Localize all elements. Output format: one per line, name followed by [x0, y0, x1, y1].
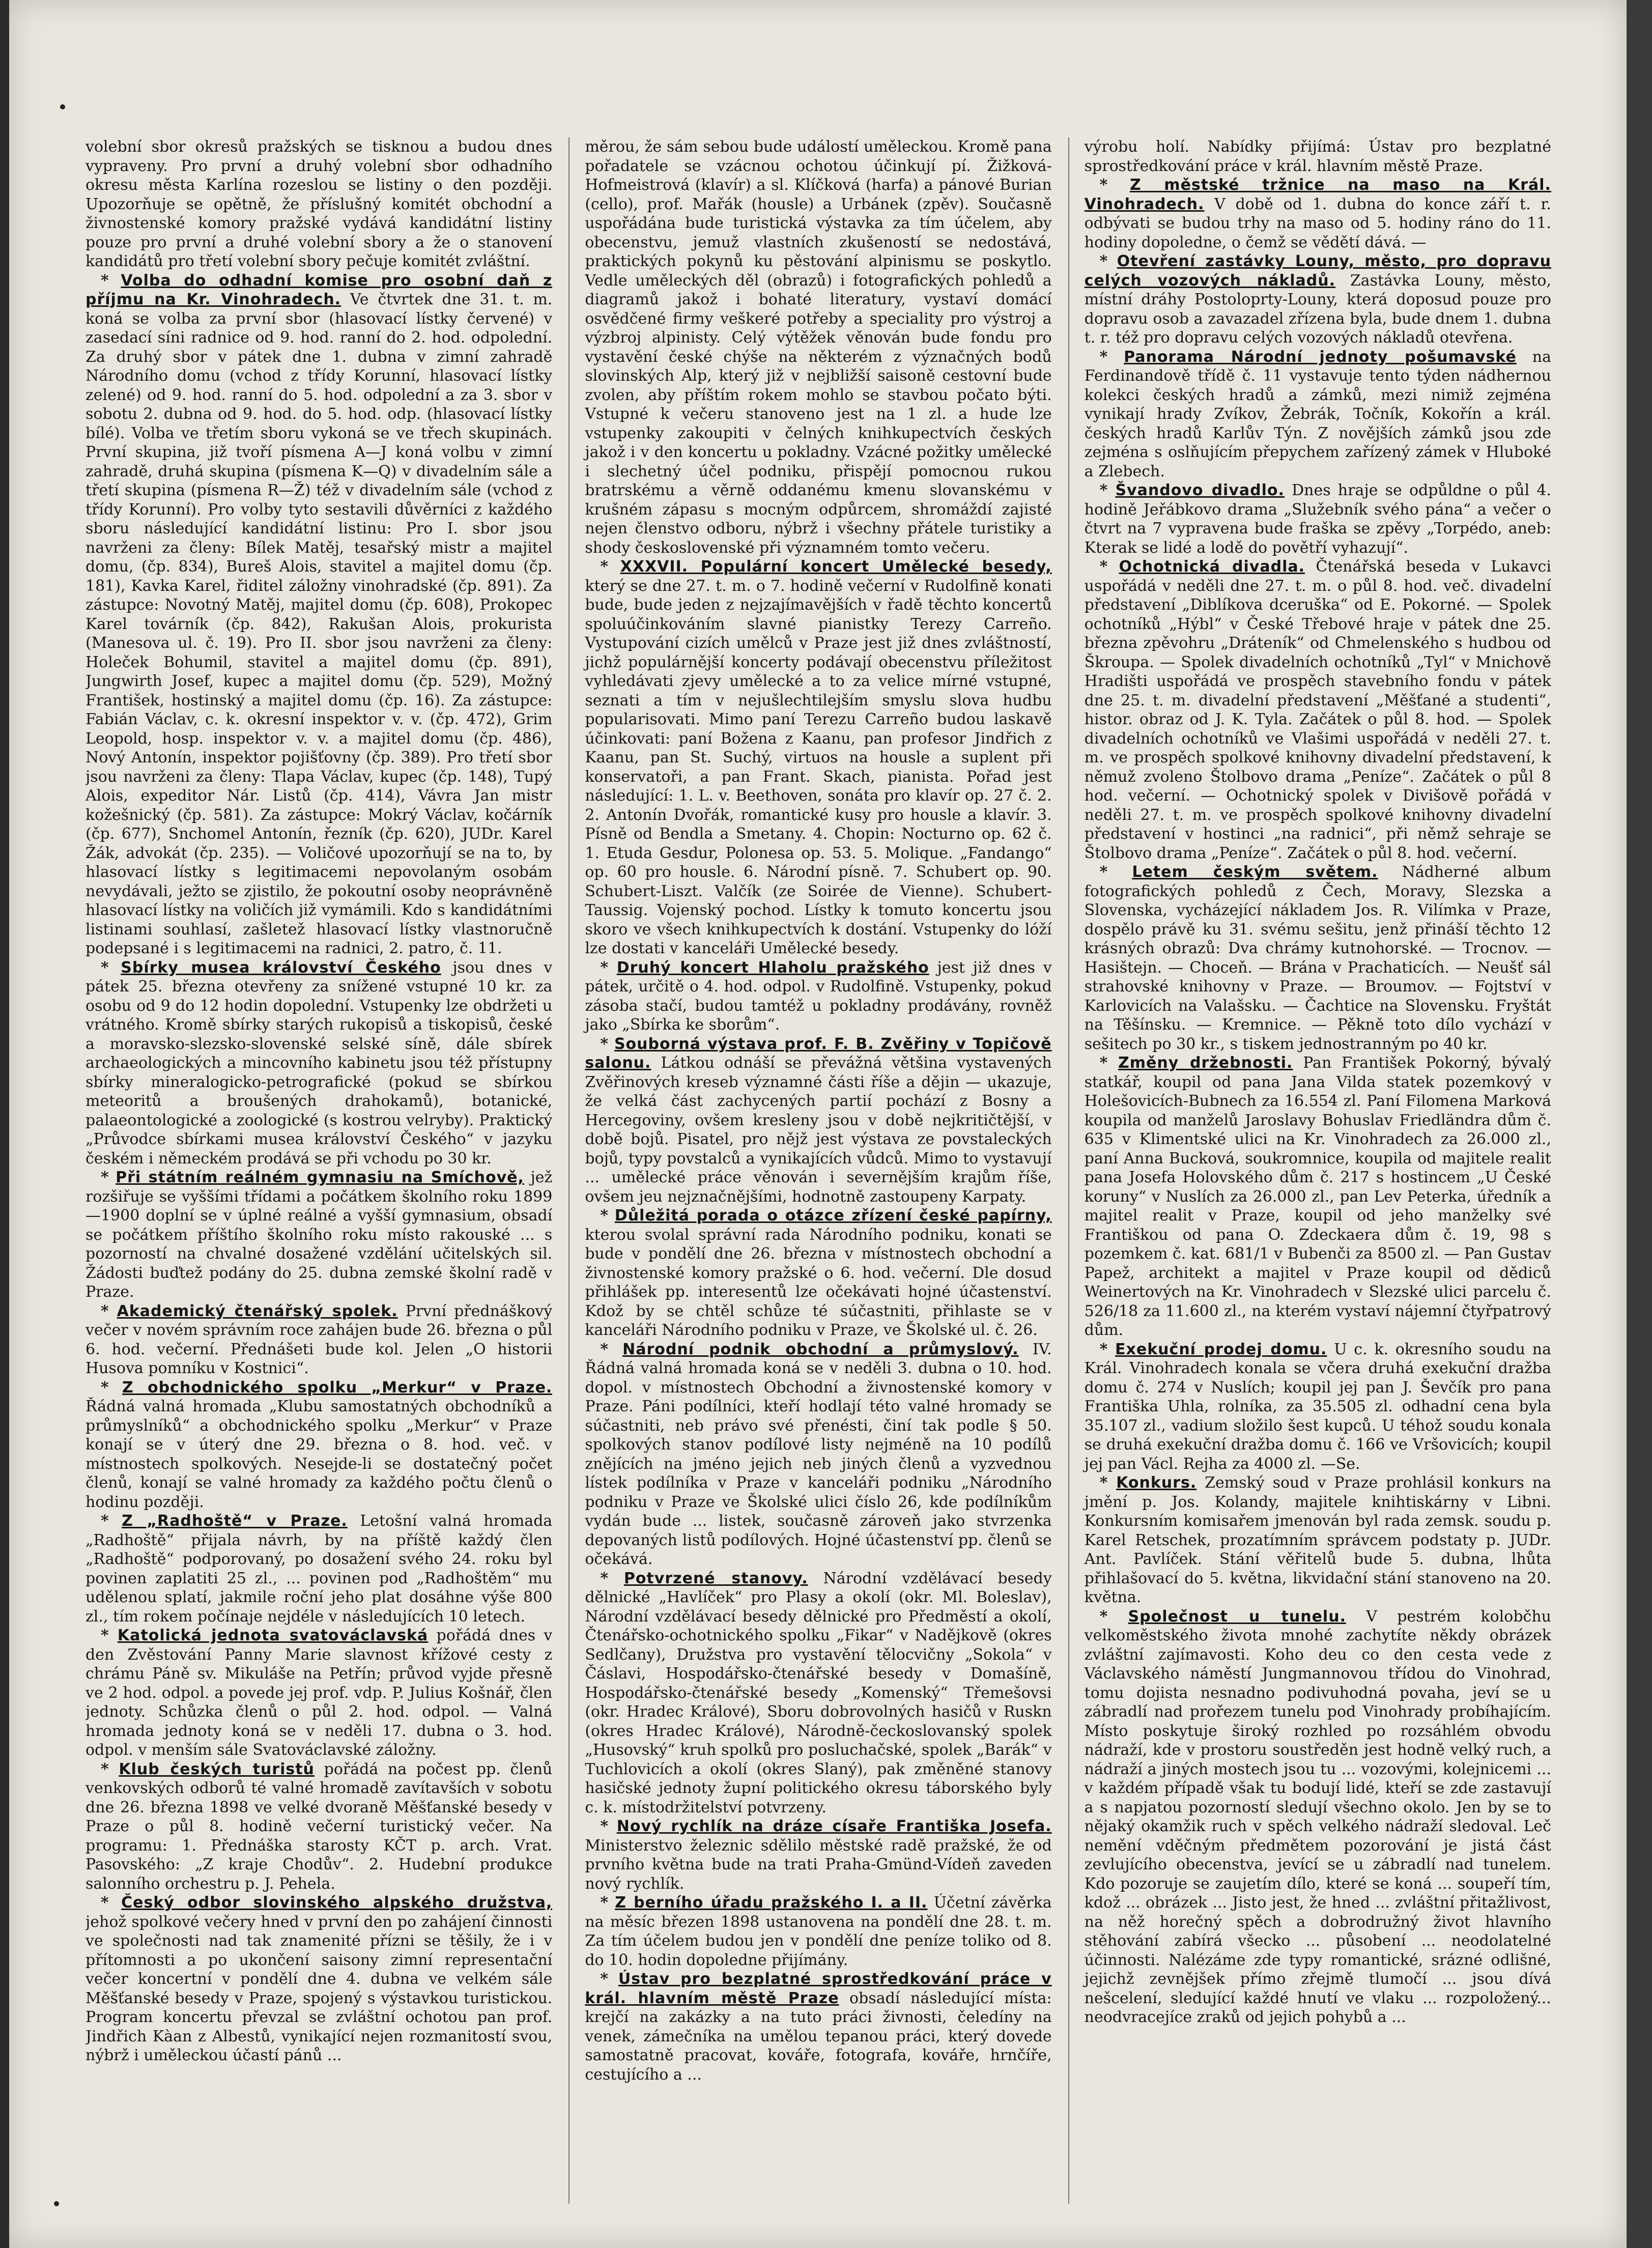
article-paragraph	[1085, 481, 1551, 557]
ink-speck	[54, 2201, 59, 2206]
article-body: Národní vzdělávací besedy dělnické „Havlíček“ pro Plasy a okolí (okr. Ml. Boleslav), Národní vzdělávací besedy dělnické pro Předměstí a okolí, Čtenářsko-ochotnického spolku „Fikar“ v Nadějkově (okres Sedlčany), Družstva pro vystavění tělocvičny „Sokola“ v Čáslavi, Hospodářsko-čtenářské besedy v Domašíně, Hospodářsko-čtenářské besedy „Komenský“ Třemešovsi (okr. Hradec Králové), Sboru dobrovolných hasičů v Ruskn (okres Hradec Králové), Národně-čeckoslovanský spolek „Husovský“ kruh spolků pro posluchačské, spolek „Barák“ v Tuchlovicích a okolí (okres Slaný), pak změněné stanovy hasičské jednoty župní politického okresu táborského byly c. k. místodržitelství potvrzeny.	[585, 1569, 1052, 1816]
article-headline: Exekuční prodej domu.	[1115, 1340, 1327, 1358]
article-headline: Z obchodnického spolku „Merkur“ v Praze.	[122, 1378, 553, 1397]
article-headline: Z berního úřadu pražského I. a II.	[615, 1894, 928, 1912]
ink-speck	[60, 104, 65, 109]
rubric-asterisk: *	[600, 558, 620, 576]
article-body: výrobu holí. Nabídky přijímá: Ústav pro bezplatné sprostředkování práce v král. hlavním městě Praze.	[1084, 138, 1551, 175]
rubric-asterisk: *	[600, 1569, 624, 1587]
article-body: Ve čtvrtek dne 31. t. m. koná se volba za první sbor (hlasovací lístky červené) v zasedací síni radnice od 9. hod. ranní do 2. hod. odpolední. Za druhý sbor v pátek dne 1. dubna v zimní zahradě Národního domu (vchod z třídy Korunní, hlasovací lístky zelené) od 9. hod. ranní do 5. hod. odpolední a za 3. sbor v sobotu 2. dubna od 9. hod. do 5. hod. odp. (hlasovací lístky bílé). Volba ve třetím sboru vykoná se ve třech skupinách. První skupina, již tvoří písmena A—J koná volbu v zimní zahradě, druhá skupina (písmena K—Q) v divadelním sále a třetí skupina (písmena R—Ž) též v divadelním sále (vchod z třídy Korunní). Pro volby tyto sestavili důvěrníci z každého sboru následující kandidátní listinu: Pro I. sbor jsou navrženi za členy: Bílek Matěj, tesařský mistr a majitel domu, (čp. 834), Bureš Alois, stavitel a majitel domu (čp. 181), Kavka Karel, řiditel záložny vinohradské (čp. 891). Za zástupce: Novotný Matěj, majitel domu (čp. 608), Prokopec Karel továrník (čp. 842), Rakušan Alois, prokurista (Manesova ul. č. 19). Pro II. sbor jsou navrženi za členy: Holeček Bohumil, stavitel a majitel domu (čp. 891), Jungwirth Josef, kupec a majitel domu (čp. 529), Možný František, hostinský a majitel domu (čp. 16). Za zástupce: Fabián Václav, c. k. okresní inspektor v. v. (čp. 472), Grim Leopold, hosp. inspektor v. v. a majitel domu (čp. 486), Nový Antonín, inspektor pojišťovny (čp. 389). Pro třetí sbor jsou navrženi za členy: Tlapa Václav, kupec (čp. 148), Tupý Alois, expeditor Nár. Listů (čp. 414), Vávra Jan mistr kožešnický (čp. 581). Za zástupce: Mokrý Václav, kočárník (čp. 677), Snchomel Antonín, řezník (čp. 620), JUDr. Karel Žák, advokát (čp. 235). — Voličové upozorňují se na to, by hlasovací lístky s legitimacemi nepovolaným osobám nevydávali, ježto se zjistilo, že pokoutní osoby neoprávněně hlasovací lístky na voličích již vymámili. Kdo s kandidátními listinami souhlasí, zašletež hlasovací lístky vlastnoručně podepsané i s legitimacemi na radnici, 2. patro, č. 11.	[86, 291, 553, 957]
rubric-asterisk: *	[1099, 1474, 1117, 1492]
article-paragraph	[1085, 176, 1551, 252]
column-1	[86, 137, 552, 2204]
rubric-asterisk: *	[101, 1627, 118, 1644]
rubric-asterisk: *	[101, 1894, 122, 1912]
article-paragraph	[86, 1378, 552, 1512]
article-body: Zastávka Louny, město, místní dráhy Postoloprty-Louny, která doposud pouze pro dopravu osob a zavazadel zřízena byla, bude dnem 1. dubna t. r. též pro dopravu celých vozových nákladů otevřena.	[1084, 271, 1551, 347]
article-paragraph	[1085, 557, 1551, 863]
rubric-asterisk: *	[101, 1302, 117, 1320]
rubric-asterisk: *	[1099, 1607, 1128, 1626]
article-body: Pan František Pokorný, bývalý statkář, koupil od pana Jana Vilda statek pozemkový v Holešovicích-Bubnech za 16.554 zl. Paní Filomena Marková koupila od manželů Jaroslavy Bohuslav Friedländra dům č. 635 v Klimentské ulici na Kr. Vinohradech za 26.000 zl., paní Anna Bucková, soukromnice, koupila od majitele realit pana Josefa Holovského dům č. 217 s hostincem „U České koruny“ v Nuslích za 26.000 zl., pan Lev Peterka, úředník a majitel realit v Praze, koupil od jeho manželky své Františkou od pana O. Zdeckaera dům č. 19, 98 s pozemkem č. kat. 681/1 v Bubenči za 8500 zl. — Pan Gustav Papež, architekt a majitel v Praze koupil od dědiců Weinertových na Kr. Vinohradech v Slezské ulici parcelu č. 526/18 za 11.600 zl., na kterém vystaví nájemní čtyřpatrový dům.	[1084, 1054, 1551, 1339]
article-paragraph	[585, 557, 1051, 958]
newspaper-page	[9, 0, 1627, 2248]
article-body: jež rozšiřuje se vyššími třídami a počátkem školního roku 1899—1900 doplní se v úplné reálné a vyšší gymnasium, obsadí se počátkem příštího školního roku místo rakouské ... s pozorností na chvalné dosažené vzdělání učitelských sil. Žádosti buďtež podány do 25. dubna zemské školní radě v Praze.	[86, 1169, 553, 1301]
article-paragraph	[86, 958, 552, 1169]
article-paragraph	[1085, 1054, 1551, 1340]
article-headline: Druhý koncert Hlaholu pražského	[616, 958, 929, 977]
article-paragraph	[585, 137, 1051, 557]
rubric-asterisk: *	[1099, 1054, 1119, 1072]
article-columns	[86, 137, 1551, 2204]
article-headline: Společnost u tunelu.	[1128, 1607, 1346, 1626]
article-body: Látkou odnáší se převážná většina vystavených Zvěřinových kreseb významné části říše a dějin — ukazuje, že velká část zachycených partií pochází z Bosny a Hercegoviny, ovšem kresleny jsou v době nejkritičtější, v době bojů. Pisatel, pro nějž jest výstava ze povstaleckých bojů, typy povstalců a vynikajících vůdců. Mimo to vystavují ... umělecké práce věnován i severnějším krajům říše, ovšem jeu nejznačnějšími, hodnotně zastoupeny Karpaty.	[585, 1054, 1052, 1206]
article-paragraph	[86, 271, 552, 958]
article-paragraph	[86, 1512, 552, 1626]
article-headline: Sbírky musea království Českého	[121, 958, 441, 977]
article-body: jehož spolkové večery hned v první den po zahájení činnosti ve společnosti nad tak znamenité přízni se těšily, že i v přítomnosti a po ukončení saisony zimní representační večer koncertní v pondělí dne 4. dubna ve velkém sále Měšťanské besedy v Praze, spojený s výstavkou turistickou. Program koncertu převzal se zvláštní ochotou pan prof. Jindřich Kàan z Albestů, vynikající nejen rozmanitostí svou, nýbrž i uměleckou účastí pánů ...	[86, 1913, 553, 2064]
article-body: V době od 1. dubna do konce září t. r. odbývati se budou trhy na maso od 5. hodiny ráno do 11. hodiny dopoledne, o čemž se vědětí dává. —	[1084, 195, 1551, 251]
article-paragraph	[86, 137, 552, 271]
rubric-asterisk: *	[600, 1817, 617, 1835]
article-body: obsadí následující místa: krejčí na zakázky a na tuto práci živnosti, čeledíny na venek, zámečníka na umělou tepanou práci, který dovede samostatně pracovat, kováře, fotografa, kováře, hrnčíře, cestujícího a ...	[585, 1989, 1052, 2084]
article-body: Řádná valná hromada „Klubu samostatných obchodníků a průmyslníků“ a obchodnického spolku „Merkur“ v Praze konají se v úterý dne 29. března o 8. hod. več. v místnostech spolkových. Nesejde-li se dostatečný počet členů, konají se valné hromady za každého počtu členů o hodinu později.	[86, 1398, 553, 1511]
article-paragraph	[585, 1569, 1051, 1817]
rubric-asterisk: *	[1099, 176, 1130, 194]
rubric-asterisk: *	[101, 1169, 116, 1186]
article-headline: Při státním reálném gymnasiu na Smíchově,	[116, 1169, 524, 1186]
rubric-asterisk: *	[1099, 558, 1119, 576]
article-body: IV. Řádná valná hromada koná se v neděli 3. dubna o 10. hod. dopol. v místnostech Obchodní a živnostenské komory v Praze. Páni podílníci, kteří hodlají této valné hromady se súčastniti, neb právo své přenésti, činí tak podle § 50. spolkových stanov podílové listy nejméně na 10 podílů znějících na jméno jejich neb jiných členů a vyzvednou lístek podílníka v Praze v kanceláři podniku „Národního podniku v Praze ve Školské ulici číslo 26, kde podílníkům vydán bude ... listek, současně zároveň jako stvrzenka depovaných listů podílových. Hojné účastenství pp. členů se očekává.	[585, 1340, 1052, 1568]
rubric-asterisk: *	[1099, 863, 1132, 881]
article-paragraph	[86, 1168, 552, 1302]
article-headline: Konkurs.	[1116, 1474, 1197, 1492]
article-paragraph	[585, 958, 1051, 1035]
rubric-asterisk: *	[600, 1207, 615, 1225]
article-paragraph	[1085, 137, 1551, 176]
scan-border	[1627, 0, 1652, 2248]
article-headline: Ústav pro bezplatné sprostředkování práce v král. hlavním městě Praze	[585, 1970, 1052, 2007]
article-body: Dnes hraje se odpůldne o půl 4. hodině Jeřábkovo drama „Služebník svého pána“ a večer o čtvrt na 7 vypravena bude fraška se zpěvy „Torpédo, aneb: Kterak se lidé a lodě do povětří vyhazují“.	[1084, 481, 1551, 557]
article-headline: Otevření zastávky Louny, město, pro dopravu celých vozových nákladů.	[1084, 252, 1551, 290]
rubric-asterisk: *	[1099, 481, 1116, 499]
rubric-asterisk: *	[600, 1340, 623, 1358]
rubric-asterisk: *	[600, 1970, 618, 1988]
rubric-asterisk: *	[600, 958, 617, 977]
article-body: První přednáškový večer v novém správním roce zahájen bude 26. března o půl 6. hod. večerní. Přednášeti bude kol. Jelen „O historii Husova pomníku v Kostnici“.	[86, 1302, 553, 1377]
rubric-asterisk: *	[101, 1512, 122, 1530]
rubric-asterisk: *	[1099, 348, 1124, 366]
article-headline: Volba do odhadní komise pro osobní daň z příjmu na Kr. Vinohradech.	[86, 271, 553, 308]
article-body: Letošní valná hromada „Radhoště“ přijala návrh, by na příště každý člen „Radhoště“ podporovaný, po dosažení svého 24. roku byl povinen zaplatiti 25 zl., ... povinen pod „Radhoštěm“ mu udělenou splatí, jakmile roční jeho plat dosáhne výše 800 zl., tím rokem počínaje nejdéle v následujících 10 letech.	[86, 1512, 553, 1626]
article-paragraph	[86, 1302, 552, 1378]
article-paragraph	[585, 1340, 1051, 1569]
article-headline: Klub českých turistů	[119, 1760, 315, 1778]
rubric-asterisk: *	[101, 1378, 122, 1397]
article-headline: Katolická jednota svatováclavská	[117, 1627, 429, 1644]
rubric-asterisk: *	[600, 1894, 615, 1912]
article-headline: Český odbor slovinského alpského družstva,	[121, 1894, 553, 1912]
article-headline: Potvrzené stanovy.	[623, 1569, 808, 1587]
rubric-asterisk: *	[1099, 252, 1117, 270]
article-body: jest již dnes v pátek, určitě o 4. hod. odpol. v Rudolfině. Vstupenky, pokud zásoba stačí, budou tamtéž u pokladny prodávány, rovněž jako „Sbírka ke sborům“.	[585, 958, 1052, 1034]
article-paragraph	[1085, 863, 1551, 1054]
rubric-asterisk: *	[600, 1035, 614, 1053]
article-paragraph	[585, 1970, 1051, 2084]
rubric-asterisk: *	[101, 958, 121, 977]
article-headline: Letem českým světem.	[1132, 863, 1378, 881]
article-headline: Souborná výstava prof. F. B. Zvěřiny v Topičově salonu.	[585, 1035, 1052, 1072]
article-paragraph	[1085, 1473, 1551, 1607]
rubric-asterisk: *	[101, 1760, 119, 1778]
article-headline: XXXVII. Populární koncert Umělecké besedy,	[620, 558, 1052, 576]
article-body: jsou dnes v pátek 25. března otevřeny za snížené vstupné 10 kr. za osobu od 9 do 12 hodin dopolední. Vstupenky lze obdržeti u vrátného. Kromě sbírky starých rukopisů a tiskopisů, české a moravsko-slezsko-slovenské selské síně, dále sbírek archaeologických a mincovního kabinetu jsou též přístupny sbírky mineralogicko-petrografické (pokud se sbírkou meteoritů a broušených drahokamů), botanické, palaeontologické a zoologické (s kostrou velryby). Praktický „Průvodce sbírkami musea království Českého“ v jazyku českém i německém prodává se při vchodu po 30 kr.	[86, 958, 553, 1168]
article-paragraph	[1085, 348, 1551, 481]
article-headline: Akademický čtenářský spolek.	[117, 1302, 398, 1320]
article-paragraph	[585, 1035, 1051, 1207]
article-body: volební sbor okresů pražských se tisknou a budou dnes vypraveny. Pro první a druhý volební sbor odhadního okresu města Karlína rozeslou se listiny o den později. Upozorňuje se opětně, že příslušný komitét obchodní a živnostenské komory pražské vydává kandidátní listiny pouze pro první a druhé volební sbory a že o stanovení kandidátů pro třetí volební sbory pečuje komitét zvláštní.	[86, 138, 553, 270]
article-headline: Panorama Národní jednoty pošumavské	[1124, 348, 1517, 366]
article-body: Nádherné album fotografických pohledů z Čech, Moravy, Slezska a Slovenska, vycházející nákladem Jos. R. Vilímka v Praze, dospělo právě ku 31. svému sešitu, jenž přináší těchto 12 krásných obrazů: Dva chrámy kutnohorské. — Trocnov. — Hasištejn. — Choceň. — Brána v Prachaticích. — Neušť sál strahovské knihovny v Praze. — Broumov. — Fojtství v Karlovicích na Valašsku. — Čachtice na Slovensku. Fryštát na Těšínsku. — Kremnice. — Pěkně toto dílo vychází v sešitech po 30 kr., s tiskem jednostranným po 40 kr.	[1084, 863, 1551, 1053]
rubric-asterisk: *	[1099, 1340, 1116, 1358]
article-headline: Z městské tržnice na maso na Král. Vinohradech.	[1084, 176, 1551, 213]
article-headline: Ochotnická divadla.	[1119, 558, 1305, 576]
article-body: U c. k. okresního soudu na Král. Vinohradech konala se včera druhá exekuční dražba domu č. 274 v Nuslích; koupil jej pan J. Ševčík pro pana Františka Uhla, rolníka, za 35.505 zl. odhadní cena byla 35.107 zl., vadium složilo šest kupců. U téhož soudu konala se druhá exekuční dražba domu č. 166 ve Vršovicích; koupil jej pan Václ. Rejha za 4000 zl. —Se.	[1084, 1340, 1551, 1473]
article-paragraph	[1085, 1340, 1551, 1474]
article-headline: Z „Radhoště“ v Praze.	[122, 1512, 348, 1530]
article-body: pořádá dnes v den Zvěstování Panny Marie slavnost křížové cesty z chrámu Páně sv. Mikuláše na Petřín; průvod vyjde přesně ve 2 hod. odpol. a povede jej prof. vdp. P. Julius Košnář, člen jednoty. Schůzka členů o půl 2. hod. odpol. — Valná hromada jednoty koná se v neděli 17. dubna o 3. hod. odpol. v menším sále Svatováclavské záložny.	[86, 1627, 553, 1759]
article-body: Ministerstvo železnic sdělilo městské radě pražské, že od prvního května bude na trati Praha-Gmünd-Vídeň zaveden nový rychlík.	[585, 1836, 1052, 1893]
article-body: Čtenářská beseda v Lukavci uspořádá v neděli dne 27. t. m. o půl 8. hod. več. divadelní představení „Diblíkova dceruška“ od E. Pokorné. — Spolek ochotníků „Hýbl“ v České Třebové hraje v pátek dne 25. března zpěvohru „Dráteník“ od Chmelenského s hudbou od Škroupa. — Spolek divadelních ochotníků „Tyl“ v Mnichově Hradišti uspořádá ve prospěch stavebního fondu v pátek dne 25. t. m. divadelní představení „Měšťané a studenti“, histor. obraz od J. K. Tyla. Začátek o půl 8. hod. — Spolek divadelních ochotníků ve Vlašimi uspořádá v neděli 27. t. m. ve prospěch spolkové knihovny divadelní představení, k němuž zvoleno Štolbovo drama „Peníze“. Začátek o půl 8 hod. večerní. — Ochotnický spolek v Divišově pořádá v neděli 27. t. m. ve prospěch spolkové knihovny divadelní představení v hostinci „na radnici“, při němž sehraje se Štolbovo drama „Peníze“. Začátek o půl 8. hod. večerní.	[1084, 558, 1551, 862]
article-paragraph	[585, 1206, 1051, 1340]
article-headline: Důležitá porada o otázce zřízení české papírny,	[614, 1207, 1052, 1225]
column-2	[568, 137, 1051, 2204]
article-paragraph	[86, 1626, 552, 1760]
rubric-asterisk: *	[101, 271, 121, 290]
article-paragraph	[1085, 252, 1551, 348]
article-headline: Změny držebnosti.	[1118, 1054, 1293, 1072]
article-headline: Národní podnik obchodní a průmyslový.	[622, 1340, 1019, 1358]
article-body: měrou, že sám sebou bude událostí uměleckou. Kromě pana pořadatele se vzácnou ochotou účinkují pí. Žižková-Hofmeistrová (klavír) a sl. Klíčková (harfa) a pánové Burian (cello), prof. Mařák (housle) a Urbánek (zpěv). Současně uspořádána bude turistická výstavka za tím účelem, aby obecenstvu, jemuž vlastních zkušeností se nedostává, praktických pokynů ku pěstování alpinismu se poskytlo. Vedle uměleckých děl (obrazů) i fotografických pohledů a diagramů jakož i bohaté literatury, vystaví domácí osvědčené firmy veškeré potřeby a speciality pro výstroj a výzbroj alpinisty. Celý výtěžek věnován bude fondu pro vystavění české chýše na některém z význačných bodů slovinských Alp, který již v nejbližší saisoně cestovní bude zvolen, aby příštím rokem mohlo se stavbou počato býti. Vstupné k večeru stanoveno jest na 1 zl. a hude lze vstupenky zakoupiti v čelných knihkupectvích českých jakož i v den koncertu u pokladny. Vzácné požitky umělecké i slechetný účel podniku, přispějí pomocnou rukou bratrskému a věrně oddanému kmenu slovanskému v krušném zápasu s mocným odpůrcem, shromáždí zajisté nejen členstvo odboru, nýbrž i všechny přátele turistiky a shody československé při významném tomto večeru.	[585, 138, 1052, 557]
article-body: V pestrém kolobčhu velkoměstského života mnohé zachytíte někdy obrázek zvláštní zajímavosti. Koho deu co den cesta vede z Václavského náměstí Jungmannovou třídou do Vinohrad, tomu dojista nesnadno podivuhodná povaha, jeví se u zábradlí nad prořezem tunelu pod Vinohrady probíhajícím. Místo poskytuje široký rozhled po rozsáhlém obvodu nádraží, kde v prostoru soustředěn jest hodně velký ruch, a nádraží a jiných mostech jsou tu ... vozovými, kolejnicemi ... v každém případě však tu bodují lidé, kteří se zde zastavují a s napjatou pozorností sledují všechno okolo. Jen by se to nějaký okamžik ruch v spěch velkého nádraží sledoval. Leč nemění vděčným předmětem pozorování je jistá část zevlujícího obecenstva, jevící se u zábradlí nad tunelem. Kdo pozoruje se zaujetím dílo, které se koná ... soupeří tím, kdož ... obrázek ... Jisto jest, že hned ... zvláštní přitažlivost, na něž horečný spěch a dobrodružný život hlavního stěhování zabírá všecko ... působení ... neodolatelné účinnosti. Nalézáme zde typy romantické, srázné odlišné, jejichž zevnějšek přímo zřejmě tlumočí ... jsou dívá nešcelení, sledující každé hnutí ve vlaku ... rozpoložený... neodvracejíce zraků od jejich pohybů a ...	[1084, 1607, 1551, 2026]
article-paragraph	[86, 1760, 552, 1894]
column-3	[1068, 137, 1551, 2204]
article-body: Zemský soud v Praze prohlásil konkurs na jmění p. Jos. Kolandy, majitele knihtiskárny v Libni. Konkursním komisařem jmenován byl rada zemsk. soudu p. Karel Retschek, prozatímním správcem podstaty p. JUDr. Ant. Pavlíček. Stání věřitelů bude 5. dubna, lhůta přihlašovací do 5. května, likvidační stání stanoveno na 20. května.	[1084, 1474, 1551, 1606]
article-paragraph	[1085, 1607, 1551, 2027]
article-paragraph	[86, 1893, 552, 2065]
article-paragraph	[585, 1817, 1051, 1893]
article-body: pořádá na počest pp. členů venkovských odborů té valné hromadě zavítavších v sobotu dne 26. března 1898 ve velké dvoraně Měšťanské besedy v Praze o půl 8. hodině večerní turistický večer. Na programu: 1. Přednáška starosty KČT p. arch. Vrat. Pasovského: „Z kraje Chodův“. 2. Hudební produkce salonního orchestru p. J. Pehela.	[86, 1760, 553, 1893]
article-body: kterou svolal správní rada Národního podniku, konati se bude v pondělí dne 26. března v místnostech obchodní a živnostenské komory pražské o 6. hod. večerní. Dle dosud přihlášek pp. interesentů lze očekávati hojné účastenství. Kdož by se chtěl schůze té súčastniti, přihlaste se v kanceláři Národního podniku v Praze, ve Školské ul. č. 26.	[585, 1226, 1052, 1339]
article-body: Účetní závěrka na měsíc březen 1898 ustanovena na pondělí dne 28. t. m. Za tím účelem budou jen v pondělí dne peníze toliko od 8. do 10. hodin dopoledne přijímány.	[585, 1894, 1052, 1969]
article-body: který se dne 27. t. m. o 7. hodině večerní v Rudolfině konati bude, bude jeden z nejzajímavějších v řadě těchto koncertů spoluúčinkováním slavné pianistky Terezy Carreño. Vystupování cizích umělců v Praze jest již dnes zvláštností, jichž populárnější koncerty podávají obecenstvu příležitost vyhledávati zjevy umělecké a to za velice mírné vstupné, seznati a tím v nejušlechtilejším smyslu slova hudbu popularisovati. Mimo paní Terezu Carreño budou laskavě účinkovati: paní Božena z Kaanu, pan profesor Jindřich z Kaanu, pan St. Suchý, virtuos na housle a suplent při konservatoři, a pan Frant. Skach, pianista. Pořad jest následující: 1. L. v. Beethoven, sonáta pro klavír op. 27 č. 2. 2. Antonín Dvořák, romantické kusy pro housle a klavír. 3. Písně od Bendla a Smetany. 4. Chopin: Nocturno op. 62 č. 1. Etuda Gesdur, Polonesa op. 53. 5. Molique. „Fandango“ op. 60 pro housle. 6. Národní písně. 7. Schubert op. 90. Schubert-Liszt. Valčík (ze Soirée de Vienne). Schubert-Taussig. Vojenský pochod. Lístky k tomuto koncertu jsou skoro ve všech knihkupectvích k dostání. Vstupenky do lóží lze dostati v kanceláři Umělecké besedy.	[585, 577, 1052, 957]
article-paragraph	[585, 1893, 1051, 1970]
article-headline: Švandovo divadlo.	[1115, 481, 1285, 499]
article-headline: Nový rychlík na dráze císaře Františka Josefa.	[616, 1817, 1052, 1835]
article-body: na Ferdinandově třídě č. 11 vystavuje tento týden nádhernou kolekci českých hradů a zámků, mezi nimiž zejména vynikají hrady Zvíkov, Žebrák, Točník, Kokořín a král. českých hradů Karlův Týn. Z novějších zámků jsou zde zejména s oslňujícím přepychem zařízený zámek v Hluboké a Zlebech.	[1084, 348, 1551, 480]
